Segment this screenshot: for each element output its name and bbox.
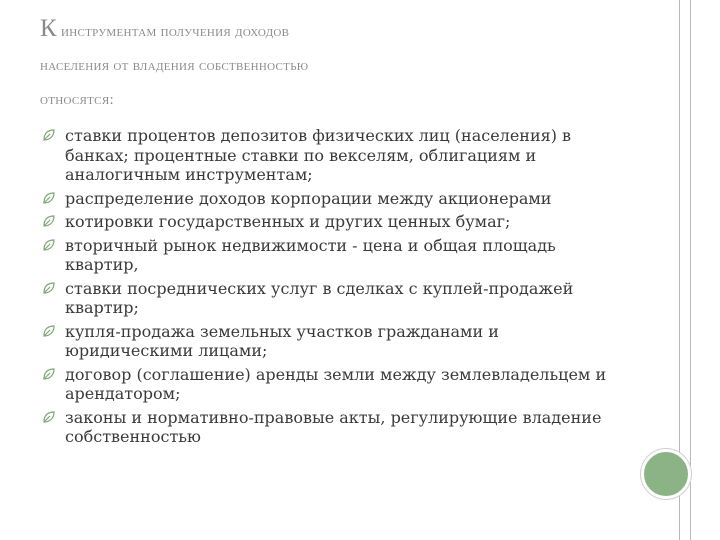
leaf-bullet-icon [42, 410, 56, 424]
leaf-bullet-icon [42, 191, 56, 205]
list-item-text: законы и нормативно-правовые акты, регулирующие владение собственностью [65, 407, 602, 446]
list-item-text: распределение доходов корпорации между акционерами [65, 188, 552, 208]
list-item-text: ставки процентов депозитов физических лиц (населения) в банках; процентные ставки по векселям, облигациям и аналогичным инструментам; [65, 126, 572, 184]
list-item-text: ставки посреднических услуг в сделках с куплей-продажей квартир; [65, 278, 574, 317]
list-item-text: договор (соглашение) аренды земли между землевладельцем и арендатором; [65, 364, 607, 403]
list-item [42, 408, 632, 447]
list-item [42, 322, 632, 361]
leaf-bullet-icon [42, 214, 56, 228]
list-item [42, 236, 632, 275]
list-item-text: котировки государственных и других ценных бумаг; [65, 212, 511, 231]
list-item-text: вторичный рынок недвижимости - цена и общая площадь квартир, [65, 235, 556, 274]
list-item [42, 126, 632, 185]
leaf-bullet-icon [42, 281, 56, 295]
leaf-bullet-icon [42, 367, 56, 381]
list-item-text: купля-продажа земельных участков гражданами и юридическими лицами; [65, 321, 499, 360]
list-item [42, 189, 632, 209]
leaf-bullet-icon [42, 128, 56, 142]
leaf-bullet-icon [42, 324, 56, 338]
title-line-1-text: инструментам получения доходов [56, 24, 290, 40]
title-line-3: относятся: [40, 92, 114, 108]
leaf-bullet-icon [42, 238, 56, 252]
decorative-line [690, 0, 691, 540]
list-item [42, 212, 632, 232]
decorative-circle [641, 449, 691, 499]
list-item [42, 279, 632, 318]
list-item [42, 365, 632, 404]
bullet-list [42, 126, 632, 451]
slide-title [40, 12, 640, 117]
title-line-2: населения от владения собственностью [40, 58, 309, 74]
title-initial-letter: К [40, 15, 57, 42]
title-line-1 [40, 12, 640, 49]
